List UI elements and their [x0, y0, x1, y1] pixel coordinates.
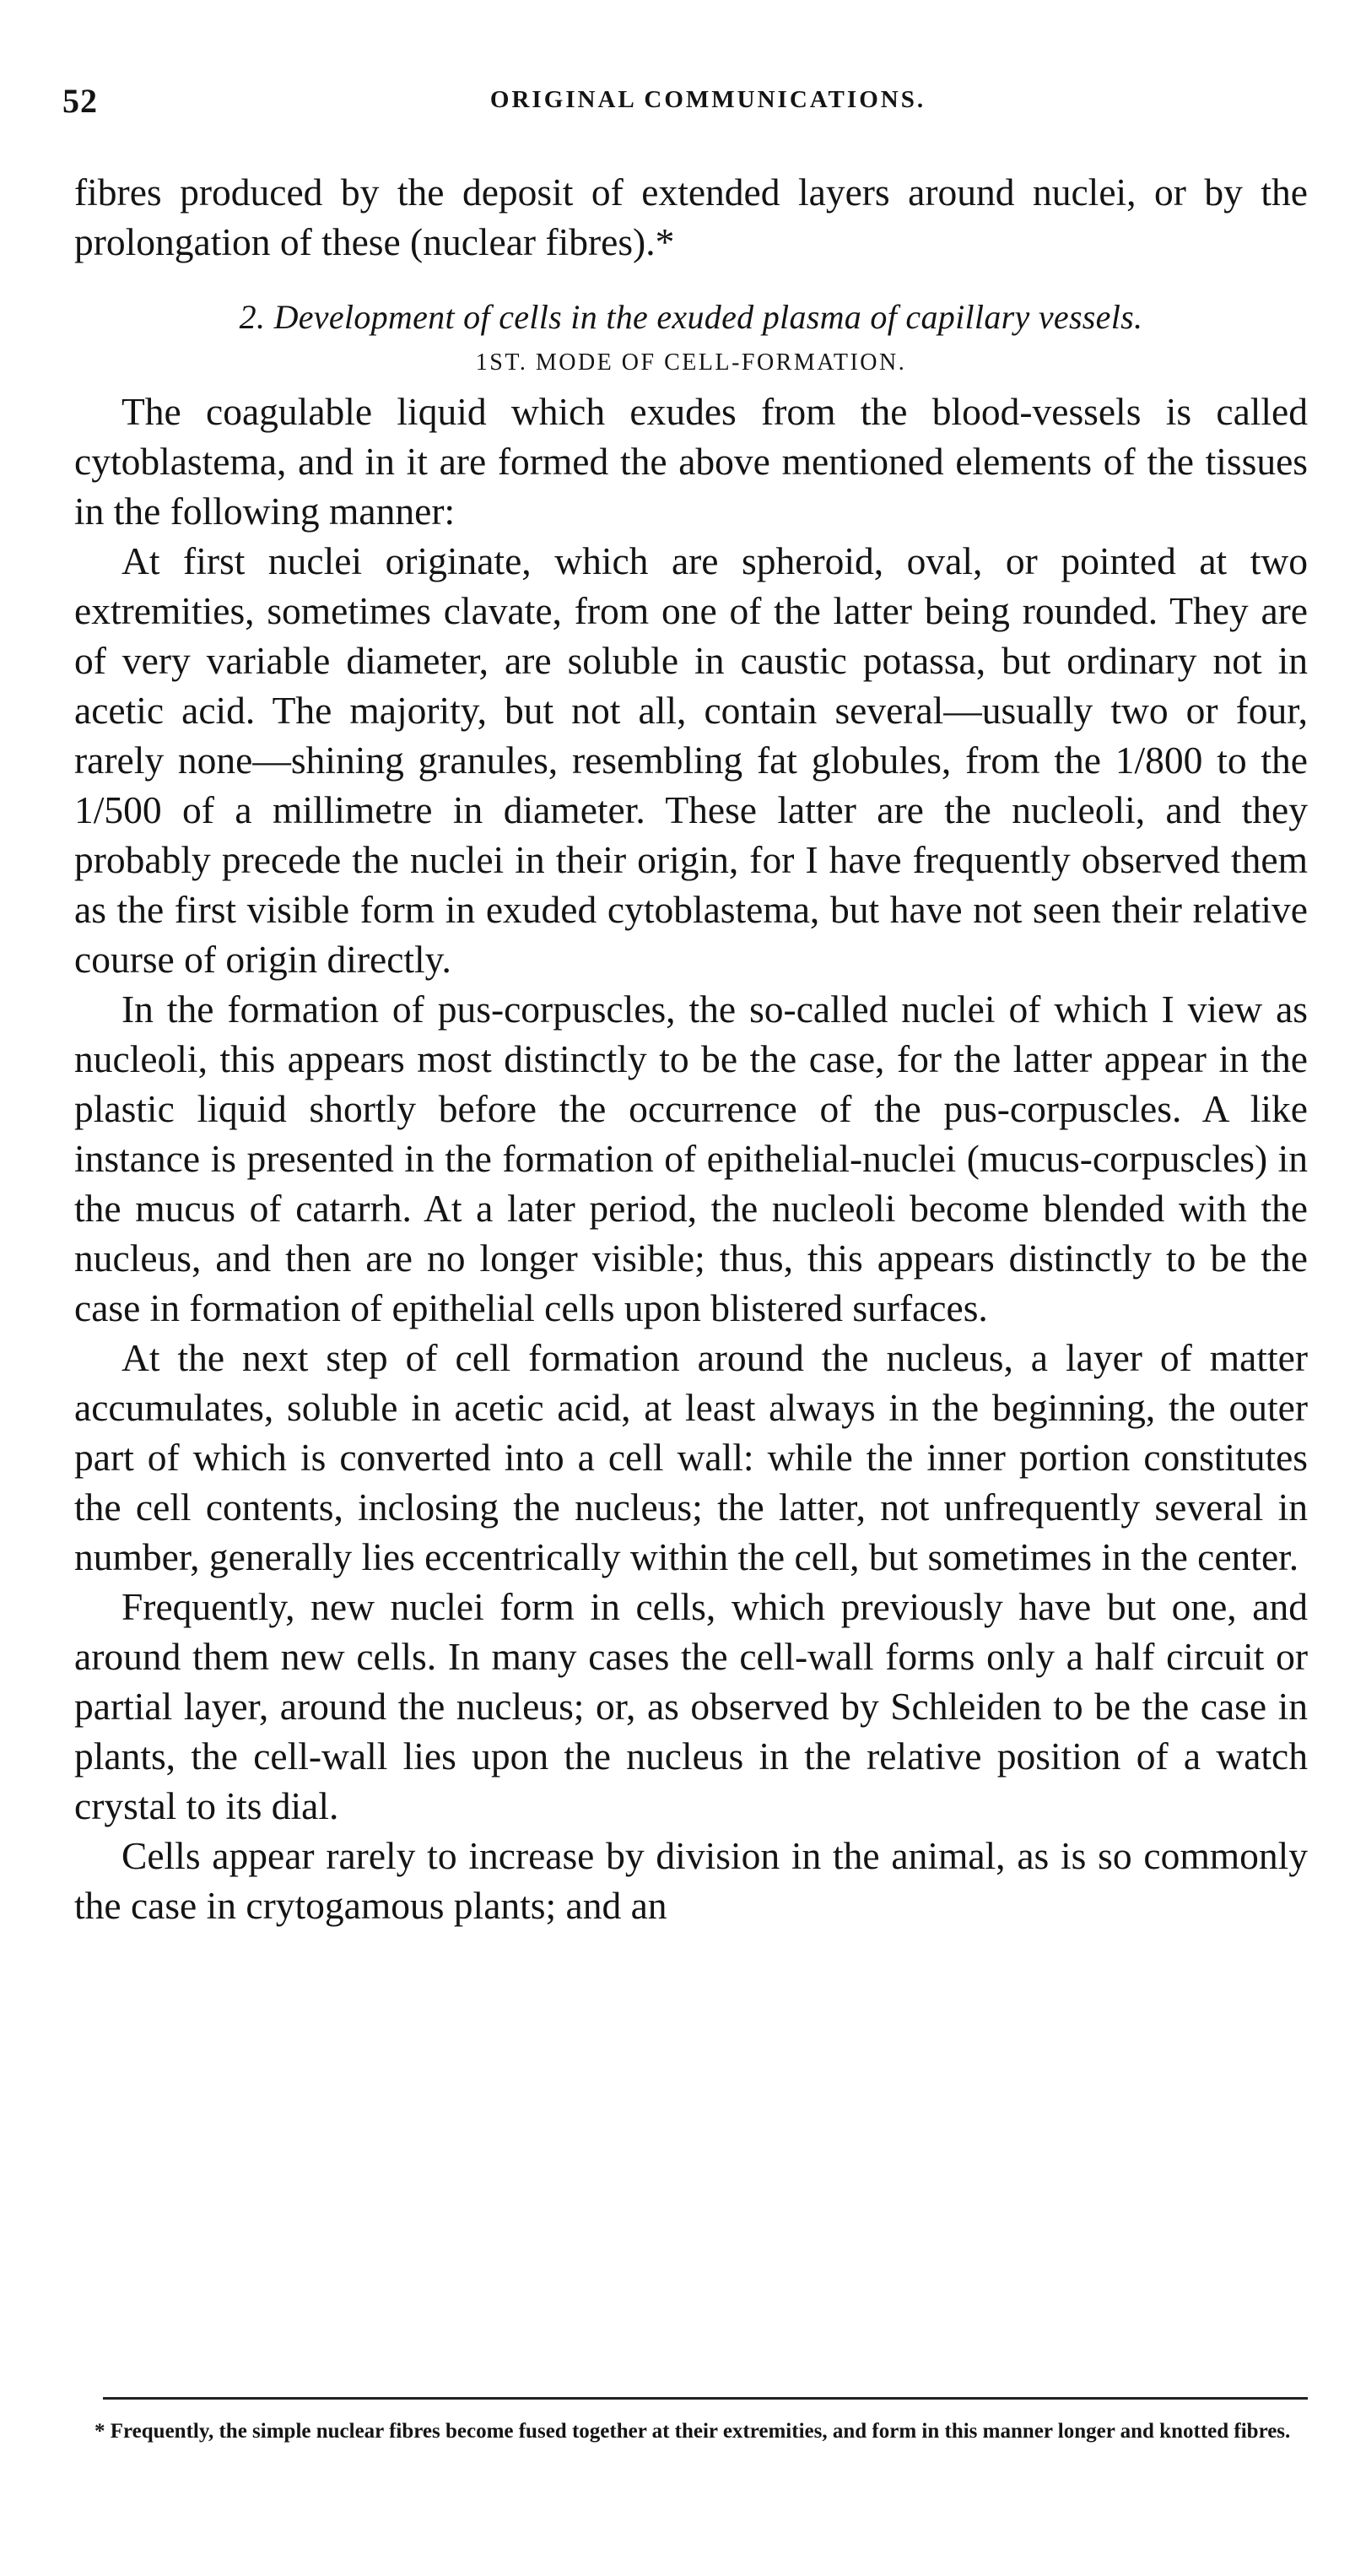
- paragraph-2: At first nuclei originate, which are spheroid, oval, or pointed at two extremities, sometimes clavate, from one of the latter being rounded. They are of very variable diameter, are soluble in caustic potassa, but ordinary not in acetic acid. The majority, but not all, contain several—usually two or four, rarely none—shining granules, resembling fat globules, from the 1/800 to the 1/500 of a millimetre in diameter. These latter are the nucleoli, and they probably precede the nuclei in their origin, for I have frequently observed them as the first visible form in exuded cytoblastema, but have not seen their relative course of origin directly.: [74, 539, 1308, 981]
- running-title: ORIGINAL COMMUNICATIONS.: [489, 86, 926, 113]
- paragraph-1: The coagulable liquid which exudes from the blood-vessels is called cytoblastema, and in it are formed the above mentioned elements of the tissues in the following manner:: [74, 390, 1308, 533]
- body-text: [74, 167, 1308, 1930]
- subheading: 1ST. MODE OF CELL-FORMATION.: [475, 349, 907, 376]
- paragraph-4: At the next step of cell formation around the nucleus, a layer of matter accumulates, soluble in acetic acid, at least always in the beginning, the outer part of which is converted into a cell wall: while the inner portion constitutes the cell contents, inclosing the nucleus; the latter, not unfrequently several in number, generally lies eccentrically within the cell, but sometimes in the center.: [74, 1336, 1308, 1578]
- section-title: 2. Development of cells in the exuded plasma of capillary vessels.: [239, 298, 1143, 336]
- paragraph-6: Cells appear rarely to increase by division in the animal, as is so commonly the case in crytogamous plants; and an: [74, 1834, 1308, 1927]
- paragraph-continued: fibres produced by the deposit of extended layers around nuclei, or by the prolongation of these (nuclear fibres).*: [74, 170, 1308, 263]
- page-number: 52: [62, 82, 98, 120]
- page-header: [62, 81, 1303, 132]
- footnote: * Frequently, the simple nuclear fibres become fused together at their extremities, and form in this manner longer and knotted fibres.: [94, 2420, 1291, 2443]
- paragraph-5: Frequently, new nuclei form in cells, which previously have but one, and around them new cells. In many cases the cell-wall forms only a half circuit or partial layer, around the nucleus; or, as observed by Schleiden to be the case in plants, the cell-wall lies upon the nucleus in the relative position of a watch crystal to its dial.: [74, 1585, 1308, 1827]
- paragraph-3: In the formation of pus-corpuscles, the so-called nuclei of which I view as nucleoli, this appears most distinctly to be the case, for the latter appear in the plastic liquid shortly before the occurrence of the pus-corpuscles. A like instance is presented in the formation of epithelial-nuclei (mucus-corpuscles) in the mucus of catarrh. At a later period, the nucleoli become blended with the nucleus, and then are no longer visible; thus, this appears distinctly to be the case in formation of epithelial cells upon blistered surfaces.: [74, 988, 1308, 1329]
- footnote-divider: [103, 2397, 1308, 2400]
